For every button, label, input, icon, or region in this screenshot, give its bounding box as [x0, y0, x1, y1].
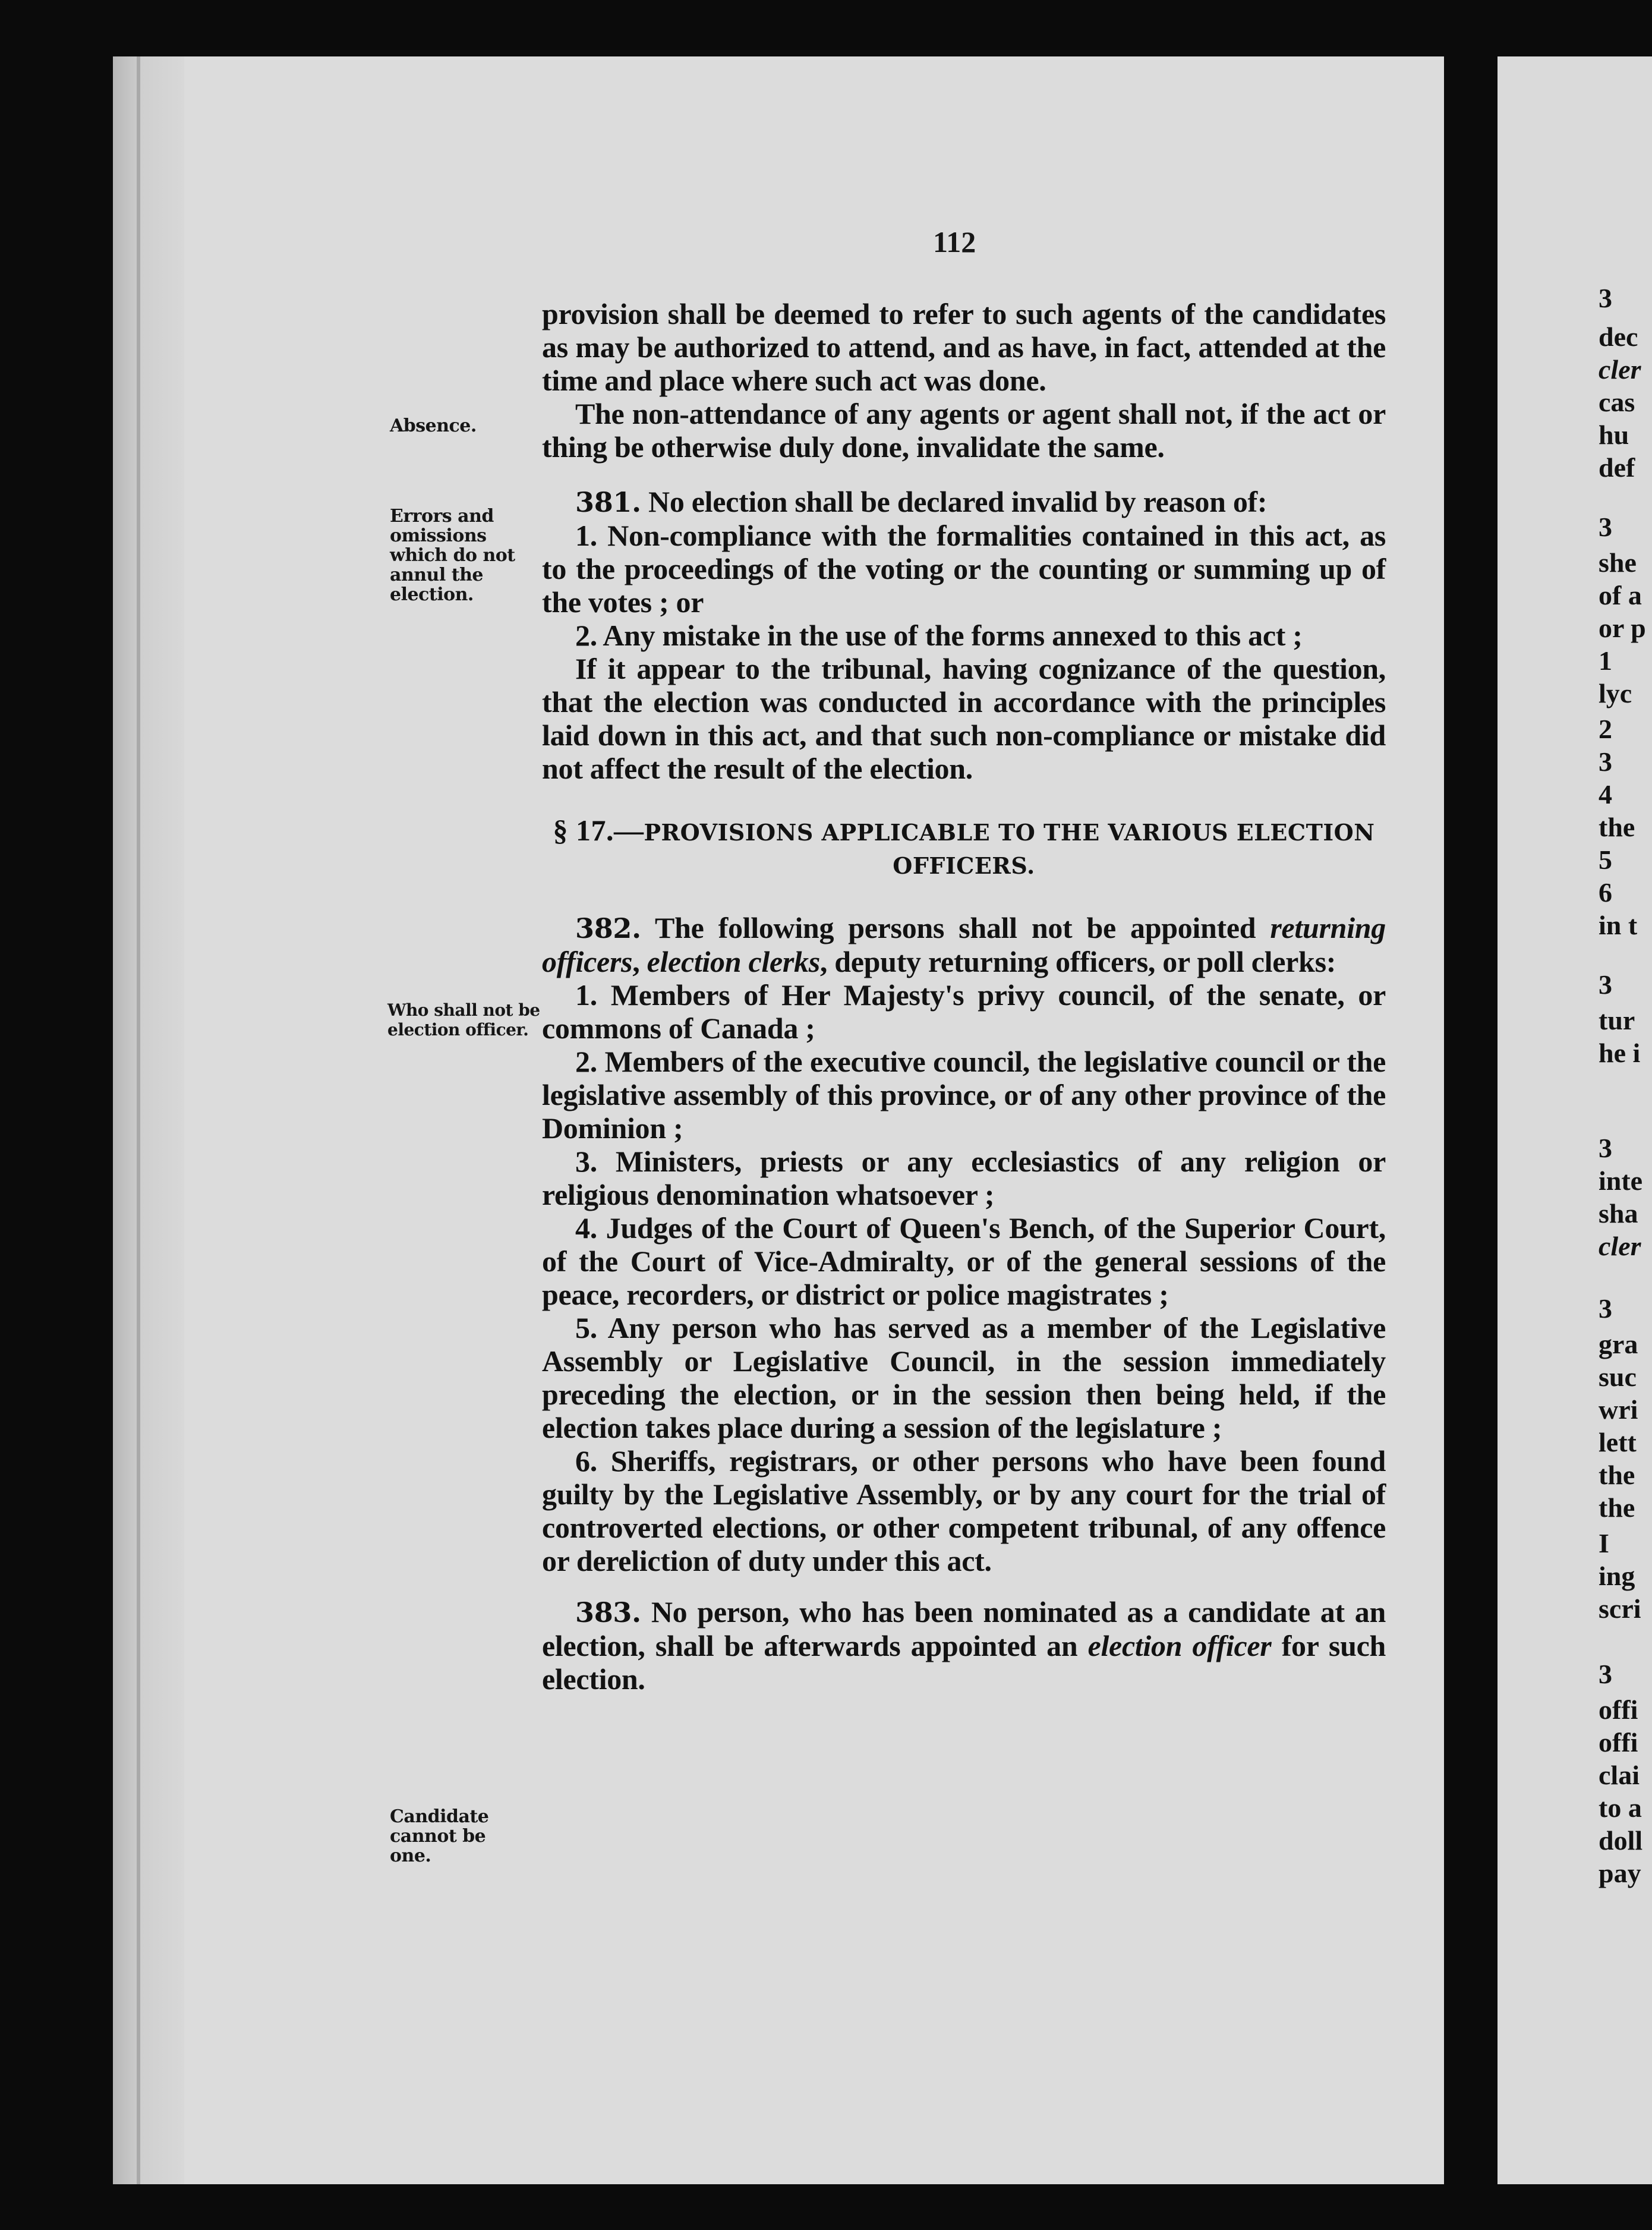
right-page-fragment: wri — [1599, 1394, 1638, 1425]
margin-note-line: election. — [390, 584, 474, 605]
section-382-item-2: 2. Members of the executive council, the legislative council or the legislative assembly of this province, or of any other province of the Dominion ; — [542, 1045, 1386, 1145]
section-381-item-2: 2. Any mistake in the use of the forms annexed to this act ; — [575, 619, 1303, 652]
right-page-fragment: he i — [1599, 1038, 1641, 1068]
right-page-fragment: 5 — [1599, 845, 1612, 875]
right-page-fragment: scri — [1599, 1593, 1641, 1624]
right-page-fragment: 3 — [1599, 1659, 1612, 1689]
right-page-fragment: or p — [1599, 613, 1646, 643]
right-page-fragment: hu — [1599, 420, 1629, 450]
section-382-intro — [542, 911, 1386, 978]
right-page-fragment: offi — [1599, 1727, 1638, 1757]
spacer — [542, 883, 1386, 911]
margin-note-candidate — [390, 1807, 532, 1866]
spacer — [542, 464, 1386, 485]
right-page-fragment: cler — [1599, 1231, 1641, 1261]
section-number: 383. — [575, 1596, 641, 1629]
italic-term: election clerks — [647, 945, 820, 978]
right-page-fragment: the — [1599, 1492, 1635, 1523]
heading-number: § 17.— — [553, 814, 644, 847]
page-edge-shadow — [113, 56, 184, 2184]
right-page-fragment: 3 — [1599, 969, 1612, 1000]
section-382-item-4: 4. Judges of the Court of Queen's Bench, of the Superior Court, of the Court of Vice-Admiralty, or of the general sessions of the peace, recorders, or district or police magistrates ; — [542, 1211, 1386, 1311]
spacer — [542, 785, 1386, 814]
section-text: The following persons shall not be appointed — [655, 911, 1256, 944]
margin-note-errors — [390, 506, 532, 604]
margin-note-line: which do not — [390, 545, 515, 566]
right-page-fragment: she — [1599, 547, 1637, 578]
right-page-fragment: 3 — [1599, 1293, 1612, 1324]
right-page-fragment: def — [1599, 452, 1635, 483]
margin-note-line: Who shall not be — [387, 1000, 540, 1020]
section-number: 382. — [575, 912, 641, 944]
right-page-fragment: 4 — [1599, 779, 1612, 810]
right-page-fragment: clai — [1599, 1760, 1640, 1790]
paragraph-non-attendance: The non-attendance of any agents or agent shall not, if the act or thing be otherwise duly done, invalidate the same. — [542, 397, 1386, 464]
main-text — [542, 297, 1386, 1696]
paragraph-continuation: provision shall be deemed to refer to such agents of the candidates as may be authorized to attend, and as have, in fact, attended at the time and place where such act was done. — [542, 297, 1386, 397]
section-383 — [542, 1595, 1386, 1696]
section-text: , deputy returning officers, or poll clerks: — [819, 945, 1336, 978]
section-text: No person, who has been nominated as a candidate at an election, shall be afterwards appointed an — [542, 1595, 1386, 1662]
margin-note-line: omissions — [390, 525, 487, 546]
margin-note-line: Errors and — [390, 506, 494, 527]
section-heading-line-2: OFFICERS. — [893, 852, 1035, 879]
page-number: 112 — [933, 225, 976, 259]
right-page-fragment: 3 — [1599, 283, 1612, 313]
margin-note-line: cannot be one. — [390, 1826, 486, 1866]
margin-note-who-shall-not — [387, 1000, 542, 1040]
section-text: , — [632, 945, 640, 978]
section-382-item-3: 3. Ministers, priests or any ecclesiastics of any religion or religious denomination whatsoever ; — [542, 1145, 1386, 1211]
section-381-intro — [542, 485, 1386, 519]
margin-note-line: election officer. — [387, 1020, 529, 1040]
section-382-item-6: 6. Sheriffs, registrars, or other persons who have been found guilty by the Legislative Assembly, or by any court for the trial of controverted elections, or other competent tribunal, of any offence or dereliction of duty under this act. — [542, 1444, 1386, 1577]
right-page-fragment: 3 — [1599, 1133, 1612, 1163]
right-page-fragment: sha — [1599, 1198, 1638, 1229]
right-page-fragment: of a — [1599, 580, 1642, 610]
right-page-fragment: pay — [1599, 1858, 1641, 1888]
right-page-fragment: 3 — [1599, 512, 1612, 542]
right-page-fragment: lyc — [1599, 678, 1632, 708]
heading-text: PROVISIONS APPLICABLE TO THE VARIOUS ELECTION — [644, 819, 1375, 846]
right-page-fragment: doll — [1599, 1825, 1643, 1856]
right-page-fragment: lett — [1599, 1427, 1637, 1457]
section-text: for such election. — [542, 1629, 1386, 1696]
right-page-fragment: 6 — [1599, 877, 1612, 908]
right-page-fragment: the — [1599, 1460, 1635, 1490]
right-page-fragment: 2 — [1599, 714, 1612, 744]
right-page-fragment: cas — [1599, 387, 1635, 417]
section-381-item-1: 1. Non-compliance with the formalities contained in this act, as to the proceedings of the voting or the counting or summing up of the votes ; or — [542, 519, 1386, 619]
section-text: No election shall be declared invalid by reason of: — [648, 485, 1268, 518]
spacer — [542, 1577, 1386, 1595]
italic-term: election officer — [1087, 1629, 1272, 1662]
italic-term: returning officers — [542, 911, 1386, 978]
right-page-fragment: 3 — [1599, 747, 1612, 777]
section-heading — [542, 814, 1386, 849]
margin-note-line: annul the — [390, 565, 483, 585]
right-page-fragment: ing — [1599, 1561, 1635, 1591]
right-page-fragment: gra — [1599, 1329, 1638, 1359]
right-page-fragment: 1 — [1599, 645, 1612, 676]
right-page-fragment: tur — [1599, 1005, 1635, 1035]
book-gutter — [1444, 56, 1497, 2184]
section-382-item-5: 5. Any person who has served as a member of the Legislative Assembly or Legislative Council, in the session immediately preceding the election, or in the session then being held, if the election takes place during a session of the legislature ; — [542, 1311, 1386, 1444]
right-page-fragment: inte — [1599, 1166, 1643, 1196]
margin-note-absence: Absence. — [390, 415, 477, 436]
right-page-fragment: in t — [1599, 910, 1638, 940]
right-page-fragment: cler — [1599, 354, 1641, 385]
section-381-tail: If it appear to the tribunal, having cognizance of the question, that the election was conducted in accordance with the principles laid down in this act, and that such non-compliance or mistake did not affect the result of the election. — [542, 652, 1386, 785]
section-number: 381. — [575, 486, 641, 518]
margin-note-line: Candidate — [390, 1806, 489, 1827]
right-page-fragment: to a — [1599, 1793, 1642, 1823]
right-page-fragment: I — [1599, 1528, 1609, 1558]
right-page-fragment: offi — [1599, 1694, 1638, 1725]
right-page-fragment: the — [1599, 812, 1635, 842]
right-page-fragment: suc — [1599, 1362, 1637, 1392]
section-382-item-1: 1. Members of Her Majesty's privy council, of the senate, or commons of Canada ; — [542, 978, 1386, 1045]
right-page-fragment: dec — [1599, 322, 1638, 352]
